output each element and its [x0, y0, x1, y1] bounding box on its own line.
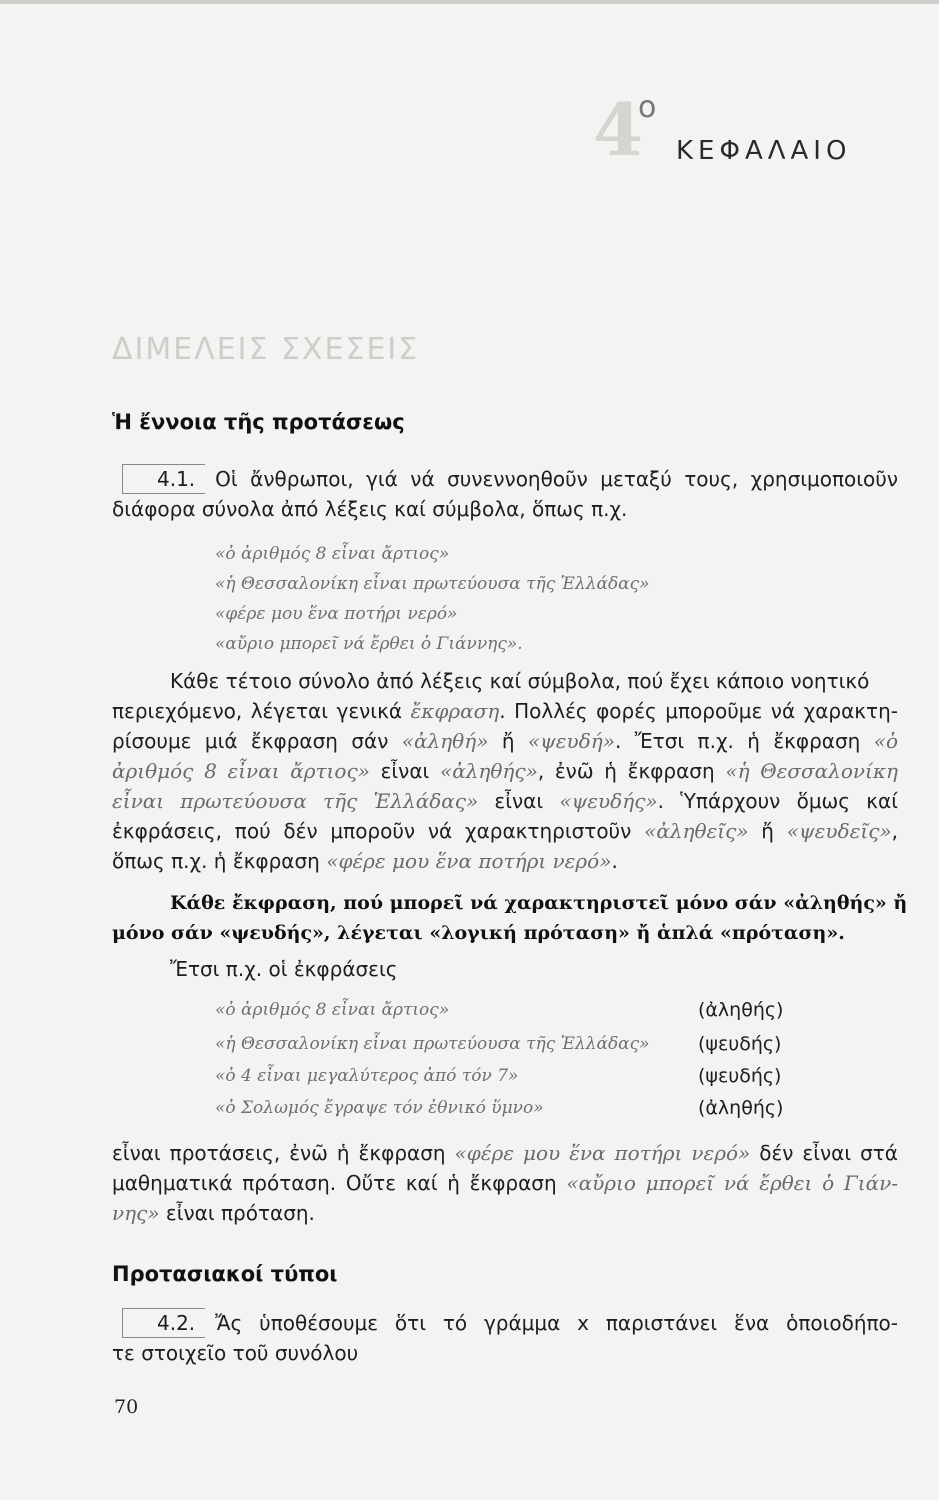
paragraph-number-4-2: 4.2. [122, 1308, 205, 1338]
example-2-1-value: (ἀληθής) [698, 999, 784, 1021]
para-3-line-1 [112, 1138, 898, 1168]
para-3-l1a: εἶναι προτάσεις, ἐνῶ ἡ ἔκφραση [112, 1141, 455, 1165]
para-3-l3a: νης» [112, 1201, 160, 1225]
para-2-l4b: εἶναι [369, 759, 440, 783]
example-2-3-value: (ψευδής) [698, 1065, 782, 1087]
para-2-l4e: «ἡ Θεσσαλονίκη [725, 759, 898, 783]
para-2-l5d: . Ὑπάρχουν ὅμως καί [657, 789, 898, 813]
example-1-4: «αὔριο μπορεῖ νά ἔρθει ὁ Γιάννης». [215, 634, 523, 654]
intro-examples-2: Ἔτσι π.χ. οἱ ἐκφράσεις [170, 957, 398, 981]
para-3-l2b: «αὔριο μπορεῖ νά ἔρθει ὁ Γιάν- [566, 1171, 898, 1195]
para-2-l3d: «ψευδή» [527, 729, 615, 753]
para-2-l7b: «φέρε μου ἕνα ποτήρι νερό» [326, 849, 612, 873]
para-2-l5a: εἶναι πρωτεύουσα τῆς Ἑλλάδας» [112, 789, 479, 813]
para-2-l6a: ἐκφράσεις, πού δέν μποροῦν νά χαρακτηριστοῦν [112, 819, 645, 843]
para-2-line-1: Κάθε τέτοιο σύνολο ἀπό λέξεις καί σύμβολα, πού ἔχει κάποιο νοητικό [170, 669, 870, 693]
chapter-number [593, 87, 657, 172]
heading-propositional-forms: Προτασιακοί τύποι [112, 1262, 338, 1286]
para-3-line-3 [112, 1198, 898, 1228]
para-2-l3a: ρίσουμε μιά ἔκφραση σάν [112, 729, 402, 753]
para-2-l2b: ἔκφραση [410, 699, 500, 723]
example-2-1-expr: «ὁ ἀριθμός 8 εἶναι ἄρτιος» [215, 1000, 450, 1020]
para-2-l3e: . Ἔτσι π.χ. ἡ ἔκφραση [614, 729, 874, 753]
definition-line-1: Κάθε ἔκφραση, πού μπορεῖ νά χαρακτηριστεῖ μόνο σάν «ἀληθής» ἤ [170, 892, 908, 914]
para-2-l3b: «ἀληθή» [401, 729, 489, 753]
page-number: 70 [114, 1396, 139, 1418]
para-4-1-line-1 [112, 464, 898, 494]
para-2-l6b: «ἀληθεῖς» [644, 819, 749, 843]
para-4-2-text-1: Ἄς ὑποθέσουμε ὅτι τό γράμμα x παριστάνει ἕνα ὁποιοδήπο- [215, 1311, 898, 1335]
page-top-edge [0, 0, 939, 4]
para-2-line-3 [112, 726, 898, 756]
example-1-1: «ὁ ἀριθμός 8 εἶναι ἄρτιος» [215, 544, 450, 564]
para-3-l2a: μαθηματικά πρόταση. Οὔτε καί ἡ ἔκφραση [112, 1171, 567, 1195]
paragraph-number-4-1: 4.1. [122, 464, 205, 494]
para-2-l2a: περιεχόμενο, λέγεται γενικά [112, 699, 411, 723]
para-2-l5c: «ψευδής» [559, 789, 658, 813]
para-2-line-4 [112, 756, 898, 786]
chapter-number-superscript: ο [638, 90, 657, 125]
para-2-l5b: εἶναι [478, 789, 560, 813]
para-4-2-line-1 [112, 1308, 898, 1338]
para-2-l4c: «ἀληθής» [439, 759, 538, 783]
para-2-line-7 [112, 846, 898, 876]
para-3-line-2 [112, 1168, 898, 1198]
para-4-1-line-2: διάφορα σύνολα ἀπό λέξεις καί σύμβολα, ὅπως π.χ. [112, 497, 628, 521]
example-2-2-value: (ψευδής) [698, 1033, 782, 1055]
para-2-l3c: ἤ [488, 729, 528, 753]
section-title: ΔΙΜΕΛΕΙΣ ΣΧΕΣΕΙΣ [112, 332, 420, 367]
para-2-l6d: «ψευδεῖς» [786, 819, 892, 843]
para-2-l6e: , [891, 819, 898, 843]
para-2-l4d: , ἐνῶ ἡ ἔκφραση [537, 759, 726, 783]
heading-proposition-concept: Ἡ ἔννοια τῆς προτάσεως [112, 410, 405, 434]
example-2-4-value: (ἀληθής) [698, 1097, 784, 1119]
para-2-line-5 [112, 786, 898, 816]
example-2-4-expr: «ὁ Σολωμός ἔγραψε τόν ἐθνικό ὕμνο» [215, 1098, 544, 1118]
example-1-2: «ἡ Θεσσαλονίκη εἶναι πρωτεύουσα τῆς Ἑλλάδας» [215, 574, 650, 594]
para-2-l7c: . [611, 849, 618, 873]
para-2-line-6 [112, 816, 898, 846]
para-2-line-2 [112, 696, 898, 726]
para-4-2-line-2: τε στοιχεῖο τοῦ συνόλου [112, 1341, 359, 1365]
chapter-number-digit: 4 [593, 87, 644, 172]
para-2-l4a: ἀριθμός 8 εἶναι ἄρτιος» [112, 759, 370, 783]
definition-line-2: μόνο σάν «ψευδής», λέγεται «λογική πρόταση» ἤ ἁπλά «πρόταση». [112, 922, 845, 944]
para-3-l1b: «φέρε μου ἕνα ποτήρι νερό» [454, 1141, 751, 1165]
example-1-3: «φέρε μου ἕνα ποτήρι νερό» [215, 604, 458, 624]
para-4-1-text-1: Οἱ ἄνθρωποι, γιά νά συνεννοηθοῦν μεταξύ τους, χρησιμοποιοῦν [215, 467, 898, 491]
para-3-l1c: δέν εἶναι στά [750, 1141, 898, 1165]
para-2-l7a: ὅπως π.χ. ἡ ἔκφραση [112, 849, 327, 873]
para-2-l3f: «ὁ [873, 729, 899, 753]
para-3-l3b: εἶναι πρόταση. [159, 1201, 315, 1225]
para-2-l2c: . Πολλές φορές μποροῦμε νά χαρακτη- [499, 699, 898, 723]
example-2-3-expr: «ὁ 4 εἶναι μεγαλύτερος ἀπό τόν 7» [215, 1066, 519, 1086]
para-2-l6c: ἤ [748, 819, 787, 843]
chapter-label: ΚΕΦΑΛΑΙΟ [676, 136, 852, 166]
example-2-2-expr: «ἡ Θεσσαλονίκη εἶναι πρωτεύουσα τῆς Ἑλλάδας» [215, 1034, 650, 1054]
